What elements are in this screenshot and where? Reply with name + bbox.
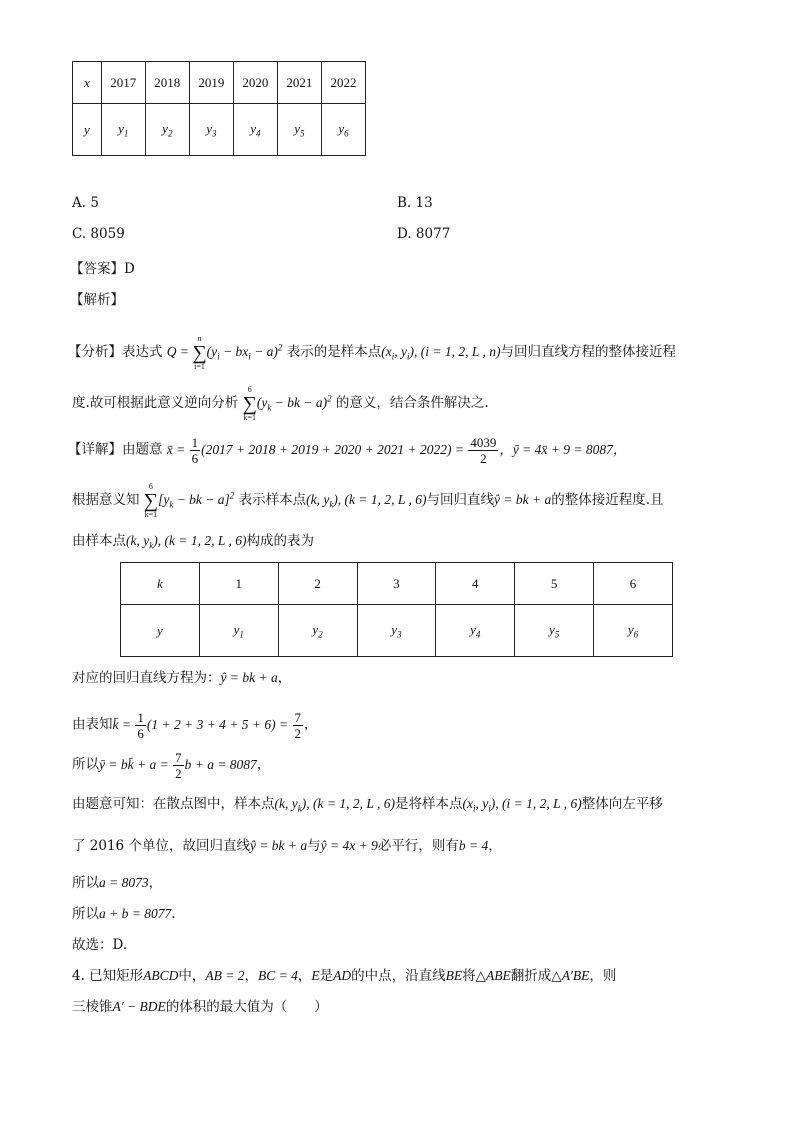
solution-line-7: 所以a + b = 8077. <box>72 906 176 922</box>
table2-cell: $y_2$ <box>278 605 357 657</box>
formula-q: Q = n ∑ i=1 $(y_i - bx_i - a)^2$ <box>166 334 283 371</box>
analysis-line-1: 【分析】表达式 Q = n ∑ i=1 $(y_i - bx_i - a)^2$ 表示的是样本点($x_i$, $y_i$), (i = 1, 2, L , n)与回归直线方程的整体接近程 <box>68 334 676 371</box>
table1-cell: 2018 <box>145 62 189 104</box>
table2-cell: $y_5$ <box>515 605 594 657</box>
table1-header-y: y <box>73 104 102 156</box>
answer-label: 【答案】D <box>70 261 135 277</box>
table1-header-x: x <box>73 62 102 104</box>
table1-cell: $y_4$ <box>233 104 277 156</box>
table1-cell: $y_5$ <box>277 104 321 156</box>
option-a: A. 5 <box>72 195 99 211</box>
table2-cell: $y_4$ <box>436 605 515 657</box>
table1-cell: 2022 <box>321 62 365 104</box>
table2-cell: 2 <box>278 563 357 605</box>
table1-cell: 2019 <box>189 62 233 104</box>
option-b: B. 13 <box>397 195 433 211</box>
solution-line-3: 所以ȳ = bk̄ + a = $\frac{7}{2}$ b + a = 8087， <box>72 750 271 781</box>
table2-header-y: y <box>121 605 200 657</box>
analysis-line-2: 度.故可根据此意义逆向分析 6 ∑ k=1 ($y_k$ − bk − a)$^2$ 的意义，结合条件解决之. <box>72 385 489 422</box>
option-c: C. 8059 <box>72 226 125 242</box>
solution-line-2: 由表知k̄ = $\frac{1}{6}$ (1 + 2 + 3 + 4 + 5 + 6) = $\frac{7}{2}$ ， <box>72 710 318 741</box>
table2-cell: $y_6$ <box>594 605 673 657</box>
table2-cell: 4 <box>436 563 515 605</box>
detail-line-2: 根据意义知 6 ∑ k=1 [$y_k$ − bk − a]$^2$ 表示样本点(k, $y_k$), (k = 1, 2, L , 6)与回归直线ŷ = bk + a的整体接近程度.且 <box>72 482 664 519</box>
question-4-line-2: 三棱锥A′ − BDE的体积的最大值为（ ） <box>72 999 328 1015</box>
option-d: D. 8077 <box>397 226 451 242</box>
table2-header-k: k <box>121 563 200 605</box>
detail-label: 【详解】 <box>68 441 122 458</box>
solution-line-8: 故选：D. <box>72 937 128 953</box>
table1-cell: $y_3$ <box>189 104 233 156</box>
table2-cell: 6 <box>594 563 673 605</box>
solution-line-5: 了 2016 个单位，故回归直线ŷ = bk + a与ŷ = 4x + 9必平行，则有b = 4， <box>72 838 502 854</box>
k-table <box>120 562 673 657</box>
detail-line-1: 【详解】由题意 x̄ = $\frac{1}{6}$ (2017 + 2018 + 2019 + 2020 + 2021 + 2022) = $\frac{4039}{2}$ ，ȳ = 4x̄ + 9 = 8087， <box>68 435 627 466</box>
table1-cell: 2021 <box>277 62 321 104</box>
question-4-line-1: 4. 已知矩形ABCD中，AB = 2，BC = 4，E是AD的中点，沿直线BE将△ABE翻折成△A′BE，则 <box>72 968 617 984</box>
table2-cell: 3 <box>357 563 436 605</box>
table1-cell: 2017 <box>101 62 145 104</box>
table2-cell: 1 <box>199 563 278 605</box>
detail-line-3: 由样本点(k, $y_k$), (k = 1, 2, L , 6)构成的表为 <box>72 533 314 551</box>
table1-cell: $y_2$ <box>145 104 189 156</box>
year-table <box>72 61 366 156</box>
analysis-label: 【分析】 <box>68 344 122 361</box>
table2-cell: $y_1$ <box>199 605 278 657</box>
analysis-heading: 【解析】 <box>70 292 124 308</box>
table1-cell: 2020 <box>233 62 277 104</box>
table2-cell: $y_3$ <box>357 605 436 657</box>
solution-line-1: 对应的回归直线方程为：ŷ = bk + a， <box>72 670 292 686</box>
table1-cell: $y_1$ <box>101 104 145 156</box>
table2-cell: 5 <box>515 563 594 605</box>
table1-cell: $y_6$ <box>321 104 365 156</box>
solution-line-6: 所以a = 8073， <box>72 875 163 891</box>
solution-line-4: 由题意可知：在散点图中，样本点(k, $y_k$), (k = 1, 2, L , 6)是将样本点($x_i$, $y_i$), (i = 1, 2, L , 6)整体向左平移 <box>72 796 663 814</box>
